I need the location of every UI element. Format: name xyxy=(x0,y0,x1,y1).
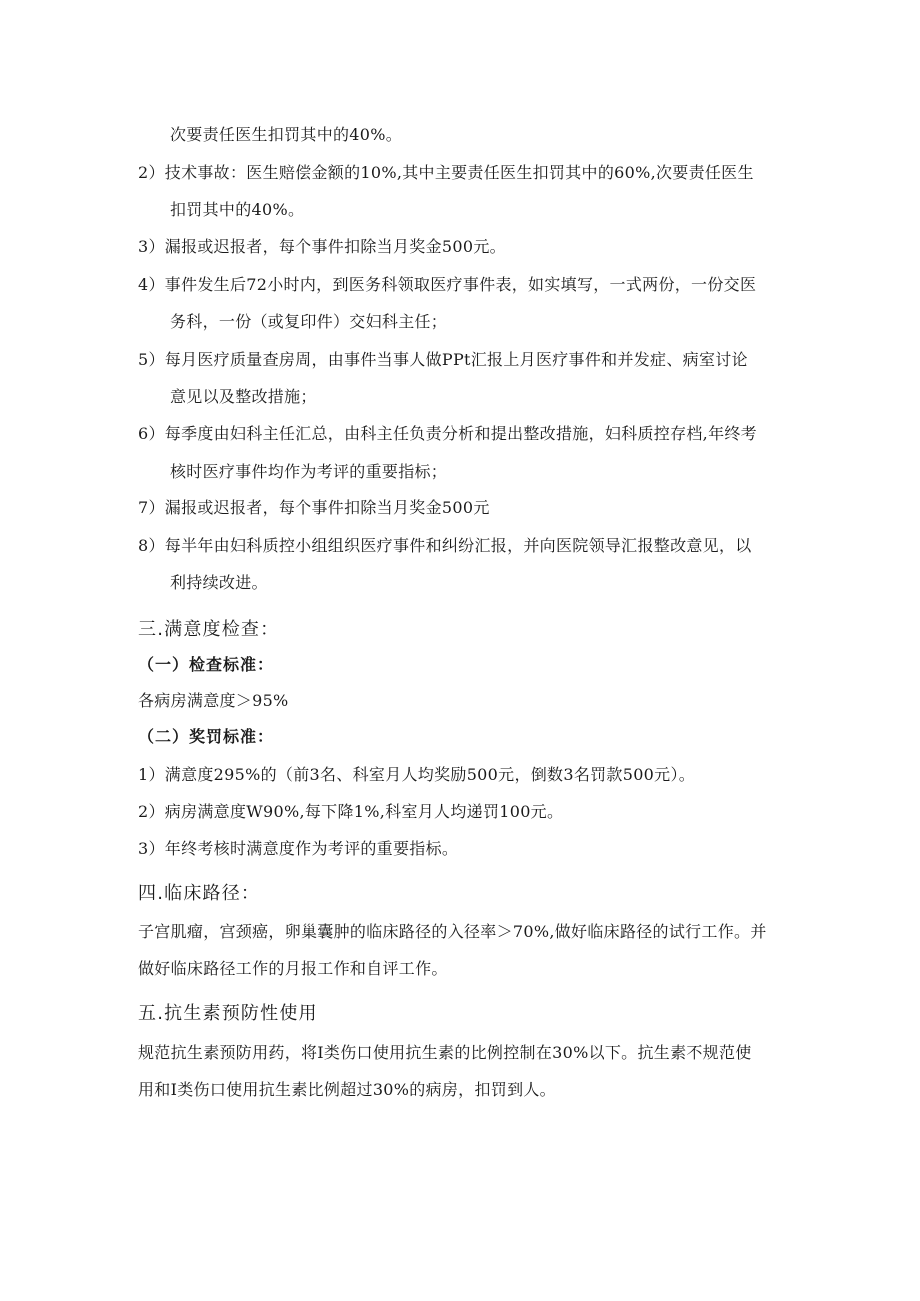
paragraph-line: 做好临床路径工作的月报工作和自评工作。 xyxy=(138,959,448,978)
paragraph-line: 用和I类伤口使用抗生素比例超过30%的病房，扣罚到人。 xyxy=(138,1080,556,1099)
section-heading-5: 五.抗生素预防性使用 xyxy=(138,1003,318,1024)
list-item-3: 3）漏报或迟报者，每个事件扣除当月奖金500元。 xyxy=(138,237,506,256)
list-item-4: 4）事件发生后72小时内，到医务科领取医疗事件表，如实填写，一式两份，一份交医 xyxy=(138,275,757,294)
text-line: 各病房满意度＞95% xyxy=(138,691,289,710)
list-item-2: 2）病房满意度W90%,每下降1%,科室月人均递罚100元。 xyxy=(138,802,564,821)
list-item-6: 6）每季度由妇科主任汇总，由科主任负责分析和提出整改措施，妇科质控存档,年终考 xyxy=(138,424,757,443)
list-item-2: 2）技术事故：医生赔偿金额的10%,其中主要责任医生扣罚其中的60%,次要责任医生 xyxy=(138,163,754,182)
paragraph-line: 规范抗生素预防用药，将I类伤口使用抗生素的比例控制在30%以下。抗生素不规范使 xyxy=(138,1043,752,1062)
text-line: 扣罚其中的40%。 xyxy=(170,200,305,219)
text-line: 核时医疗事件均作为考评的重要指标； xyxy=(170,462,448,481)
list-item-3: 3）年终考核时满意度作为考评的重要指标。 xyxy=(138,839,459,858)
section-heading-3: 三.满意度检查： xyxy=(138,619,280,640)
list-item-5: 5）每月医疗质量查房周，由事件当事人做PPt汇报上月医疗事件和并发症、病室讨论 xyxy=(138,350,748,369)
list-item-7: 7）漏报或迟报者，每个事件扣除当月奖金500元 xyxy=(138,498,490,517)
section-heading-4: 四.临床路径： xyxy=(138,883,261,904)
text-line: 务科，一份（或复印件）交妇科主任； xyxy=(170,312,448,331)
list-item-8: 8）每半年由妇科质控小组组织医疗事件和纠纷汇报，并向医院领导汇报整改意见，以 xyxy=(138,536,752,555)
paragraph-line: 子宫肌瘤，宫颈癌，卵巢囊肿的临床路径的入径率＞70%,做好临床路径的试行工作。并 xyxy=(138,922,767,941)
subheading: （一）检查标准： xyxy=(138,655,275,674)
text-line: 意见以及整改措施； xyxy=(170,387,317,406)
list-item-1: 1）满意度295%的（前3名、科室月人均奖励500元，倒数3名罚款500元）。 xyxy=(138,765,696,784)
subheading: （二）奖罚标准： xyxy=(138,727,275,746)
text-line: 利持续改进。 xyxy=(170,573,268,592)
text-line: 次要责任医生扣罚其中的40%。 xyxy=(170,125,403,144)
